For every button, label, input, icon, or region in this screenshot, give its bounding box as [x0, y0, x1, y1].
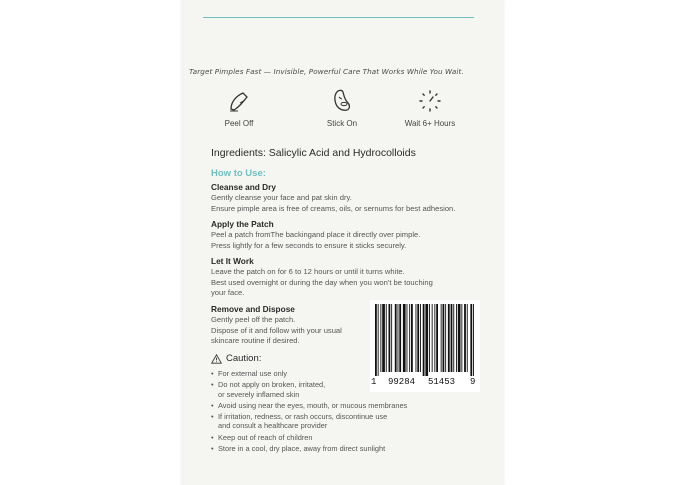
barcode-bar	[386, 304, 387, 372]
product-card	[181, 0, 504, 485]
barcode-bar	[470, 304, 472, 376]
barcode-bar	[391, 304, 392, 372]
barcode-bar	[416, 304, 417, 372]
warning-triangle-icon	[211, 354, 222, 364]
step-title-let-it-work: Let It Work	[211, 256, 254, 266]
barcode-bar	[382, 304, 385, 372]
barcode-bar	[456, 304, 457, 372]
barcode-bar	[436, 304, 438, 372]
barcode-bar	[409, 304, 410, 372]
tagline: Target Pimples Fast — Invisible, Powerful Care That Works While You Wait.	[189, 67, 464, 76]
barcode-bar	[399, 304, 401, 372]
barcode-digits-left: 99284	[388, 377, 416, 387]
barcode-bar	[417, 304, 419, 372]
step-text-apply: Peel a patch fromThe backingand place it directly over pimple. Press lightly for a few seconds to ensure it sticks securely.	[211, 230, 421, 250]
how-to-use-heading: How to Use:	[211, 168, 266, 179]
barcode-bar	[445, 304, 446, 372]
caution-heading	[211, 353, 261, 364]
barcode-bar	[434, 304, 435, 372]
barcode-digit-check: 9	[470, 377, 476, 387]
barcode-bar	[411, 304, 413, 372]
barcode-bar	[458, 304, 461, 372]
barcode-bar	[429, 304, 430, 372]
barcode-bar	[398, 304, 399, 372]
barcode-digit-lead: 1	[371, 377, 377, 387]
barcode-bar	[378, 304, 379, 376]
step-text-let-it-work: Leave the patch on for 6 to 12 hours or until it turns white. Best used overnight or during the day when you won't be touching your face.	[211, 267, 433, 297]
barcode-bar	[389, 304, 391, 372]
barcode-bar	[432, 304, 433, 372]
patch-peel-icon	[226, 88, 252, 114]
barcode-digits-right: 51453	[428, 377, 456, 387]
barcode-bar	[375, 304, 377, 376]
icon-label-wait: Wait 6+ Hours	[404, 119, 456, 128]
step-title-cleanse: Cleanse and Dry	[211, 182, 277, 192]
barcode-bar	[448, 304, 450, 372]
barcode	[370, 300, 480, 392]
barcode-bar	[451, 304, 453, 372]
step-text-remove: Gently peel off the patch. Dispose of it and follow with your usual skincare routine if desired.	[211, 315, 342, 345]
barcode-bar	[467, 304, 468, 372]
face-sticker-icon	[329, 88, 355, 114]
step-title-remove: Remove and Dispose	[211, 304, 295, 314]
barcode-bar	[380, 304, 381, 372]
ingredients-heading: Ingredients: Salicylic Acid and Hydrocolloids	[211, 147, 416, 159]
caution-item: • For external use only	[211, 369, 471, 379]
barcode-bar	[403, 304, 406, 372]
caution-item: • Avoid using near the eyes, mouth, or mucous membranes	[211, 401, 471, 411]
caution-item: • Keep out of reach of children	[211, 433, 471, 443]
barcode-bar	[443, 304, 445, 372]
icon-label-stick-on: Stick On	[326, 119, 358, 128]
barcode-bar	[395, 304, 397, 372]
barcode-bar	[453, 304, 454, 372]
barcode-bar	[420, 304, 421, 372]
caution-label: Caution:	[226, 353, 262, 364]
barcode-bar	[423, 304, 425, 376]
stopwatch-icon	[417, 88, 443, 114]
caution-item: • Store in a cool, dry place, away from direct sunlight	[211, 444, 471, 454]
step-title-apply: Apply the Patch	[211, 219, 274, 229]
barcode-bar	[407, 304, 408, 372]
top-divider	[203, 17, 474, 18]
caution-item: • Do not apply on broken, irritated, or severely inflamed skin	[211, 380, 471, 399]
caution-item: • If irritation, redness, or rash occurs, discontinue use and consult a healthcare provider	[211, 412, 471, 431]
barcode-bar	[441, 304, 442, 372]
step-text-cleanse: Gently cleanse your face and pat skin dry. Ensure pimple area is free of creams, oils, or sernums for best adhesion.	[211, 193, 456, 213]
icon-label-peel-off: Peel Off	[224, 119, 254, 128]
barcode-bar	[473, 304, 474, 376]
barcode-bar	[461, 304, 462, 372]
barcode-bar	[425, 304, 428, 376]
barcode-bar	[464, 304, 466, 372]
barcode-bars	[374, 304, 476, 376]
